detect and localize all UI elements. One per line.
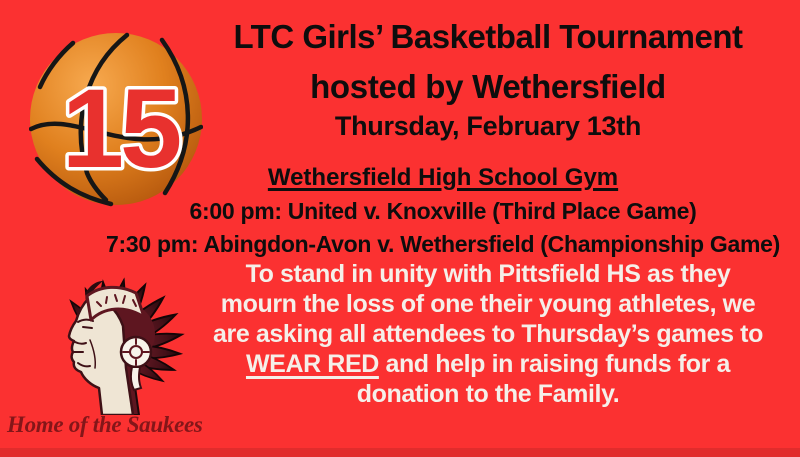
announcement-line-rest: and help in raising funds for a [385, 350, 731, 378]
tagline: Home of the Saukees [7, 412, 203, 437]
host-line: hosted by Wethersfield [310, 68, 666, 105]
title-block [180, 17, 796, 142]
announcement-block [178, 259, 798, 409]
announcement-line: To stand in unity with Pittsfield HS as they [245, 260, 731, 288]
venue-name: Wethersfield High School Gym [267, 164, 619, 191]
schedule-block [85, 163, 800, 258]
announcement-line: mourn the loss of one their young athletes, we [220, 290, 756, 318]
bottom-strip [0, 448, 800, 457]
wear-red-emphasis: WEAR RED [245, 350, 379, 378]
saukees-mascot-icon [45, 262, 195, 415]
announcement-line: donation to the Family. [356, 380, 620, 408]
game-item-third-place: 6:00 pm: United v. Knoxville (Third Place Game) [189, 198, 697, 224]
jersey-number: 15 [61, 66, 179, 191]
announcement-line: are asking all attendees to Thursday’s games to [213, 320, 763, 348]
tournament-title: LTC Girls’ Basketball Tournament [233, 18, 743, 55]
game-item-championship: 7:30 pm: Abingdon-Avon v. Wethersfield (Championship Game) [106, 231, 780, 257]
announcement-line [178, 349, 798, 379]
date-line: Thursday, February 13th [334, 111, 642, 141]
